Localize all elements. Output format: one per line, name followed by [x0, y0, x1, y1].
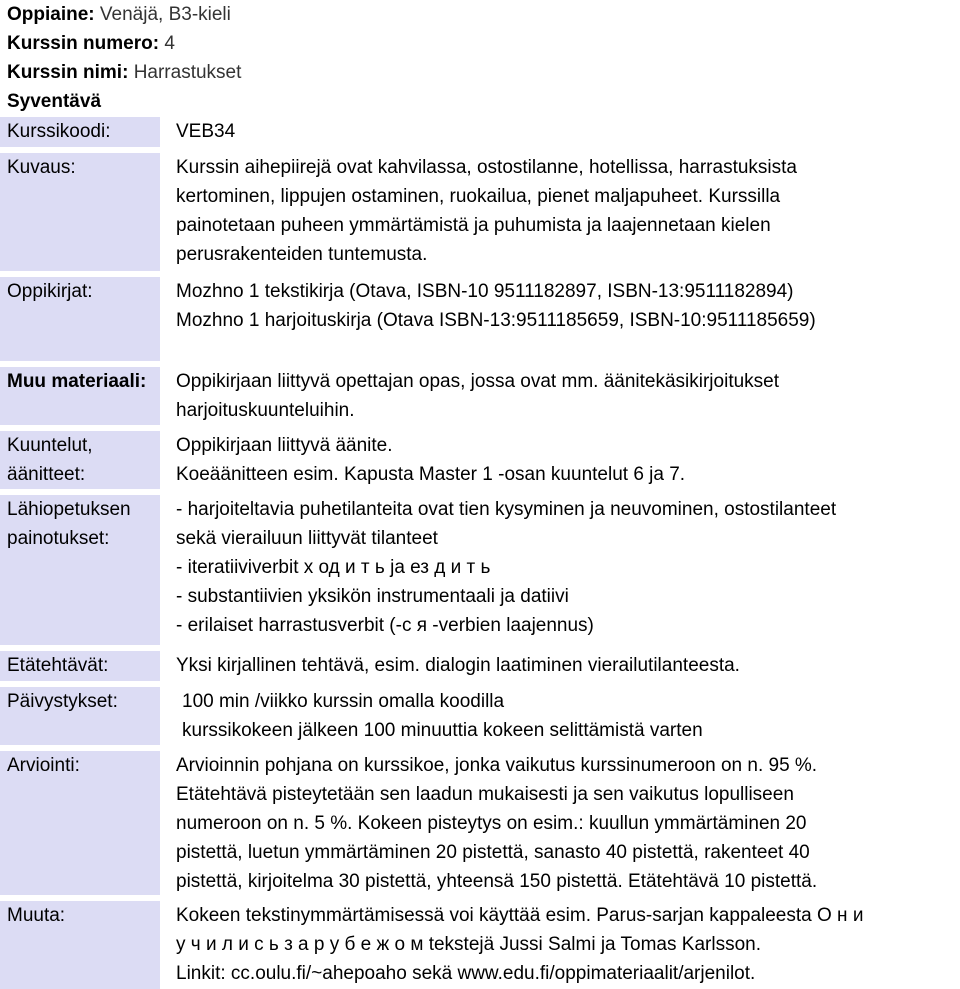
- arviointi-line: Etätehtävä pisteytetään sen laadun mukaisesti ja sen vaikutus lopulliseen: [176, 784, 794, 805]
- numero-line: [7, 29, 960, 58]
- oppikirjat-label: Oppikirjat:: [0, 277, 164, 361]
- muuta-line: Linkit: cc.oulu.fi/~ahepoaho sekä www.edu.fi/oppimateriaalit/arjenilot.: [176, 963, 756, 984]
- muuta-line: у ч и л и с ь з а р у б е ж о м tekstejä Jussi Salmi ja Tomas Karlsson.: [176, 934, 761, 955]
- oppiaine-value: Venäjä, B3-kieli: [99, 4, 231, 25]
- arviointi-label: Arviointi:: [0, 751, 164, 895]
- kuvaus-label: Kuvaus:: [0, 153, 164, 271]
- paivystykset-value: [164, 687, 960, 745]
- lahiopetus-label-line2: painotukset:: [7, 528, 110, 549]
- syventava-line: [7, 87, 960, 116]
- kurssikoodi-label: Kurssikoodi:: [0, 117, 164, 147]
- oppiaine-label: Oppiaine:: [7, 4, 95, 25]
- oppikirjat-line: Mozhno 1 harjoituskirja (Otava ISBN-13:9511185659, ISBN-10:9511185659): [176, 310, 816, 331]
- kuvaus-line: perusrakenteiden tuntemusta.: [176, 244, 428, 265]
- lahiopetus-line: - substantiivien yksikön instrumentaali ja datiivi: [176, 586, 569, 607]
- kuuntelut-line: Oppikirjaan liittyvä äänite.: [176, 435, 393, 456]
- kuvaus-line: kertominen, lippujen ostaminen, ruokailua, pienet maljapuheet. Kurssilla: [176, 186, 781, 207]
- lahiopetus-label-line1: Lähiopetuksen: [7, 499, 131, 520]
- row-paivystykset: [0, 687, 960, 745]
- nimi-line: [7, 58, 960, 87]
- lahiopetus-value: [164, 495, 960, 645]
- nimi-label: Kurssin nimi:: [7, 62, 129, 83]
- row-kuvaus: [0, 153, 960, 271]
- kuuntelut-label-line2: äänitteet:: [7, 464, 86, 485]
- kuuntelut-label-line1: Kuuntelut,: [7, 435, 93, 456]
- lahiopetus-label: [0, 495, 164, 645]
- lahiopetus-line: - erilaiset harrastusverbit (-с я -verbien laajennus): [176, 615, 594, 636]
- kuvaus-line: Kurssin aihepiirejä ovat kahvilassa, ostostilanne, hotellissa, harrastuksista: [176, 157, 797, 178]
- arviointi-value: [164, 751, 960, 895]
- paivystykset-line: kurssikokeen jälkeen 100 minuuttia kokeen selittämistä varten: [182, 720, 703, 741]
- arviointi-line: pistettä, kirjoitelma 30 pistettä, yhteensä 150 pistettä. Etätehtävä 10 pistettä.: [176, 871, 818, 892]
- muu-materiaali-line: harjoituskuunteluihin.: [176, 400, 355, 421]
- etatehtavat-value: [164, 651, 960, 681]
- oppikirjat-line: Mozhno 1 tekstikirja (Otava, ISBN-10 9511182897, ISBN-13:9511182894): [176, 281, 794, 302]
- etatehtavat-line: Yksi kirjallinen tehtävä, esim. dialogin laatiminen vierailutilanteesta.: [176, 655, 740, 676]
- numero-value: 4: [164, 33, 175, 54]
- paivystykset-line: 100 min /viikko kurssin omalla koodilla: [182, 691, 505, 712]
- nimi-value: Harrastukset: [133, 62, 242, 83]
- row-etatehtavat: [0, 651, 960, 681]
- row-kurssikoodi: [0, 117, 960, 147]
- numero-label: Kurssin numero:: [7, 33, 160, 54]
- lahiopetus-line: - iteratiiviverbit х од и т ь ja ез д и т ь: [176, 557, 491, 578]
- muuta-value: [164, 901, 960, 989]
- lahiopetus-line: - harjoiteltavia puhetilanteita ovat tien kysyminen ja neuvominen, ostostilanteet: [176, 499, 837, 520]
- row-arviointi: [0, 751, 960, 895]
- kuuntelut-line: Koeäänitteen esim. Kapusta Master 1 -osan kuuntelut 6 ja 7.: [176, 464, 686, 485]
- row-muuta: [0, 901, 960, 989]
- muuta-line: Kokeen tekstinymmärtämisessä voi käyttää esim. Parus-sarjan kappaleesta О н и: [176, 905, 864, 926]
- muu-materiaali-label: Muu materiaali:: [0, 367, 164, 425]
- muu-materiaali-value: [164, 367, 960, 425]
- row-oppikirjat: [0, 277, 960, 361]
- kuvaus-line: painotetaan puheen ymmärtämistä ja puhumista ja laajennetaan kielen: [176, 215, 771, 236]
- muuta-label: Muuta:: [0, 901, 164, 989]
- oppikirjat-value: [164, 277, 960, 361]
- row-lahiopetus: [0, 495, 960, 645]
- course-header: [0, 0, 960, 116]
- arviointi-line: numeroon on n. 5 %. Kokeen pisteytys on esim.: kuullun ymmärtäminen 20: [176, 813, 807, 834]
- kurssikoodi-value: [164, 117, 960, 147]
- row-kuuntelut: [0, 431, 960, 489]
- kurssikoodi-line: VEB34: [176, 121, 236, 142]
- paivystykset-label: Päivystykset:: [0, 687, 164, 745]
- arviointi-line: Arvioinnin pohjana on kurssikoe, jonka vaikutus kurssinumeroon on n. 95 %.: [176, 755, 818, 776]
- kuvaus-value: [164, 153, 960, 271]
- kuuntelut-value: [164, 431, 960, 489]
- arviointi-line: pistettä, luetun ymmärtäminen 20 pistettä, sanasto 40 pistettä, rakenteet 40: [176, 842, 810, 863]
- course-table: [0, 117, 960, 989]
- kuuntelut-label: [0, 431, 164, 489]
- oppiaine-line: [7, 0, 960, 29]
- syventava-label: Syventävä: [7, 91, 102, 112]
- muu-materiaali-line: Oppikirjaan liittyvä opettajan opas, jossa ovat mm. äänitekäsikirjoitukset: [176, 371, 780, 392]
- etatehtavat-label: Etätehtävät:: [0, 651, 164, 681]
- lahiopetus-line: sekä vierailuun liittyvät tilanteet: [176, 528, 438, 549]
- row-muu-materiaali: [0, 367, 960, 425]
